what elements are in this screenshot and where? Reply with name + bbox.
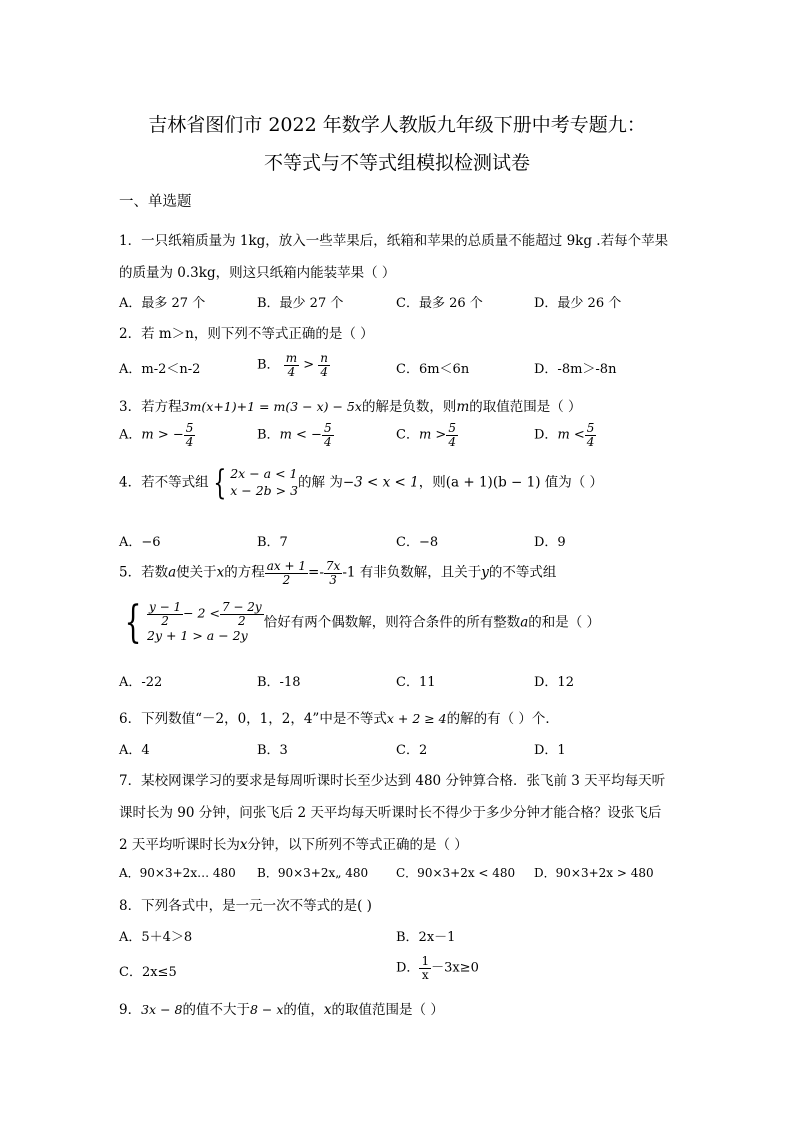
q7-var-x: x xyxy=(239,837,248,853)
section-heading: 一、单选题 xyxy=(119,194,192,210)
q9-expression-1: 3x − 8 xyxy=(141,1002,183,1017)
q4-system-row2: x − 2b > 3 xyxy=(230,483,299,498)
q9-var-x: x xyxy=(323,1002,332,1018)
q5-option-a: A．-22 xyxy=(119,675,163,690)
q3-stem-post: 的取值范围是（ ） xyxy=(469,399,582,415)
q7-text-b: 分钟，以下所列不等式正确的是（ ） xyxy=(247,837,468,853)
q7-option-b: B．90×3+2x„ 480 xyxy=(257,866,369,880)
q8-option-d xyxy=(396,955,479,981)
q2-option-b-fraction-1 xyxy=(284,352,299,378)
q6-expression: x + 2 ≥ 4 xyxy=(386,711,447,726)
q2-option-b-relation: > xyxy=(303,357,315,373)
fraction-numerator: 1 xyxy=(421,954,430,968)
title-line-1: 吉林省图们市 2022 年数学人教版九年级下册中考专题九： xyxy=(148,114,646,136)
fraction-denominator: 2 xyxy=(161,614,169,629)
q3-variable: m xyxy=(456,399,470,415)
fraction-numerator: ax + 1 xyxy=(266,559,307,573)
q4-range: −3 < x < 1 xyxy=(342,474,419,491)
option-label: D． xyxy=(396,960,420,976)
left-brace-icon: { xyxy=(212,463,226,503)
fraction-denominator: 4 xyxy=(448,434,456,449)
q4-option-c: C．−8 xyxy=(396,535,439,550)
q4-option-d: D．9 xyxy=(534,535,566,550)
fraction-numerator: 7x xyxy=(325,559,341,573)
q5-text-2: 使关于 xyxy=(176,564,217,581)
fraction-denominator: 4 xyxy=(586,434,595,449)
q1-option-d: D．最少 26 个 xyxy=(534,296,622,311)
q1-option-b: B．最少 27 个 xyxy=(257,296,344,311)
q3-option-c xyxy=(396,422,458,448)
q5-fraction-2 xyxy=(324,560,342,586)
option-label: D． xyxy=(534,427,558,443)
fraction-numerator: 5 xyxy=(448,421,456,435)
q5-system-row2: 2y + 1 > a − 2y xyxy=(147,627,248,643)
q8-option-c: C．2x≤5 xyxy=(119,965,177,980)
fraction-denominator: 4 xyxy=(185,434,194,449)
q3-stem-pre: 3．若方程 xyxy=(119,399,182,415)
q5-stem-line1 xyxy=(119,560,556,586)
option-fraction xyxy=(322,422,334,448)
q4-stem-pre: 4．若不等式组 xyxy=(119,474,209,491)
q5-stem-line2 xyxy=(119,597,601,648)
q5-system-fraction-1 xyxy=(147,601,183,627)
q4-stem xyxy=(119,463,604,503)
q5-system-fraction-2 xyxy=(220,601,264,627)
q9-stem xyxy=(119,998,444,1018)
q8-option-b: B．2x－1 xyxy=(396,930,456,945)
q4-system xyxy=(230,466,298,500)
fraction-numerator: 5 xyxy=(586,421,595,435)
left-brace-icon: { xyxy=(124,597,142,648)
q7-option-d: D．90×3+2x > 480 xyxy=(534,866,654,880)
q8-option-d-rest: －3x≥0 xyxy=(431,960,479,976)
q6-stem xyxy=(119,707,559,727)
fraction-numerator: 7 − 2y xyxy=(221,600,262,615)
fraction-denominator: 4 xyxy=(320,364,328,379)
q4-option-a: A．−6 xyxy=(119,535,161,550)
title-line-2: 不等式与不等式组模拟检测试卷 xyxy=(263,152,530,174)
q8-option-d-fraction xyxy=(419,955,431,981)
q5-system xyxy=(147,601,264,644)
fraction-numerator: 5 xyxy=(323,421,332,435)
q2-option-c: C．6m＜6n xyxy=(396,362,470,377)
q8-option-a: A．5＋4＞8 xyxy=(119,930,193,945)
q8-stem: 8．下列各式中，是一元一次不等式的是( ) xyxy=(119,898,372,914)
q7-stem-line3 xyxy=(119,833,468,853)
option-label: C． xyxy=(396,427,419,443)
q6-text-pre: 6．下列数值“－2，0，1，2，4”中是不等式 xyxy=(119,711,387,727)
option-expression: m < − xyxy=(279,427,322,443)
q2-option-a: A．m-2＜n-2 xyxy=(119,362,201,377)
q5-text-7: 的和是（ ） xyxy=(528,614,601,631)
q9-text-pre: 9． xyxy=(119,1002,142,1018)
q5-var-x: x xyxy=(216,564,225,581)
q5-system-mid: − 2 < xyxy=(183,606,220,622)
q5-text-4: -1 有非负数解，且关于 xyxy=(342,564,482,581)
q4-stem-mid: 的解 为 xyxy=(298,474,343,491)
q5-text-3: 的方程 xyxy=(224,564,265,581)
q2-option-d: D．-8m＞-8n xyxy=(534,362,617,377)
q2-stem: 2．若 m＞n，则下列不等式正确的是（ ） xyxy=(119,326,374,342)
fraction-numerator: 5 xyxy=(185,421,194,435)
q1-option-c: C．最多 26 个 xyxy=(396,296,483,311)
q3-option-d xyxy=(534,422,596,448)
q4-system-row1: 2x − a < 1 xyxy=(230,466,298,482)
q5-equals: =- xyxy=(308,564,324,581)
q2-option-b-label: B． xyxy=(257,357,280,373)
q6-option-a: A．4 xyxy=(119,743,150,758)
q7-option-a: A．90×3+2x… 480 xyxy=(119,866,236,880)
q1-stem-line2: 的质量为 0.3kg，则这只纸箱内能装苹果（ ） xyxy=(119,265,396,281)
fraction-denominator: x xyxy=(421,967,429,982)
q5-var-a-2: a xyxy=(520,614,529,631)
q6-option-b: B．3 xyxy=(257,743,288,758)
fraction-denominator: 3 xyxy=(329,572,337,587)
q6-text-post: 的解的有（ ）个． xyxy=(446,711,559,727)
q2-option-b xyxy=(257,352,330,378)
option-label: B． xyxy=(257,427,280,443)
q5-option-c: C．11 xyxy=(396,675,436,690)
q3-equation: 3m(x+1)+1 = m(3 − x) − 5x xyxy=(181,399,362,414)
q9-text-post: 的取值范围是（ ） xyxy=(331,1002,444,1018)
q1-stem-line1: 1．一只纸箱质量为 1kg，放入一些苹果后，纸箱和苹果的总质量不能超过 9kg .若每个苹果 xyxy=(119,233,669,249)
q7-stem-line1: 7．某校网课学习的要求是每周听课时长至少达到 480 分钟算合格．张飞前 3 天平均每天听 xyxy=(119,773,666,789)
fraction-denominator: 4 xyxy=(323,434,332,449)
q2-option-b-fraction-2 xyxy=(318,352,330,378)
option-expression: m > xyxy=(418,427,447,443)
q5-option-b: B．-18 xyxy=(257,675,301,690)
q6-option-c: C．2 xyxy=(396,743,428,758)
q7-text-a: 2 天平均听课时长为 xyxy=(119,837,240,853)
q3-option-a xyxy=(119,422,195,448)
q7-option-c: C．90×3+2x < 480 xyxy=(396,866,516,880)
q5-system-row1 xyxy=(147,601,264,627)
fraction-numerator: n xyxy=(320,351,329,365)
q5-text-6: 恰好有两个偶数解，则符合条件的所有整数 xyxy=(263,614,521,631)
q9-text-m1: 的值不大于 xyxy=(182,1002,250,1018)
q5-text-1: 5．若数 xyxy=(119,564,169,581)
fraction-denominator: 2 xyxy=(238,614,246,629)
q5-option-d: D．12 xyxy=(534,675,574,690)
q5-var-y: y xyxy=(481,564,489,581)
fraction-denominator: 4 xyxy=(287,364,296,379)
q5-fraction-1 xyxy=(265,560,308,586)
q5-var-a: a xyxy=(168,564,177,581)
fraction-denominator: 2 xyxy=(282,572,291,587)
option-fraction xyxy=(446,422,458,448)
q3-option-b xyxy=(257,422,334,448)
option-expression: m < xyxy=(557,427,585,443)
q1-option-a: A．最多 27 个 xyxy=(119,296,206,311)
option-label: A． xyxy=(119,427,142,443)
q7-stem-line2: 课时长为 90 分钟，问张飞后 2 天平均每天听课时长不得少于多少分钟才能合格？设张飞后 xyxy=(119,805,662,821)
q3-stem xyxy=(119,395,582,415)
option-fraction xyxy=(585,422,597,448)
option-fraction xyxy=(184,422,196,448)
q4-option-b: B．7 xyxy=(257,535,288,550)
option-expression: m > − xyxy=(141,427,184,443)
q9-text-m2: 的值， xyxy=(283,1002,324,1018)
q5-text-5: 的不等式组 xyxy=(488,564,557,581)
q9-expression-2: 8 − x xyxy=(249,1002,284,1017)
q3-stem-mid: 的解是负数，则 xyxy=(361,399,457,415)
fraction-numerator: y − 1 xyxy=(149,600,182,615)
q4-stem-post: ，则(a + 1)(b − 1) 值为（ ） xyxy=(418,474,604,491)
fraction-numerator: m xyxy=(285,351,298,365)
q6-option-d: D．1 xyxy=(534,743,566,758)
